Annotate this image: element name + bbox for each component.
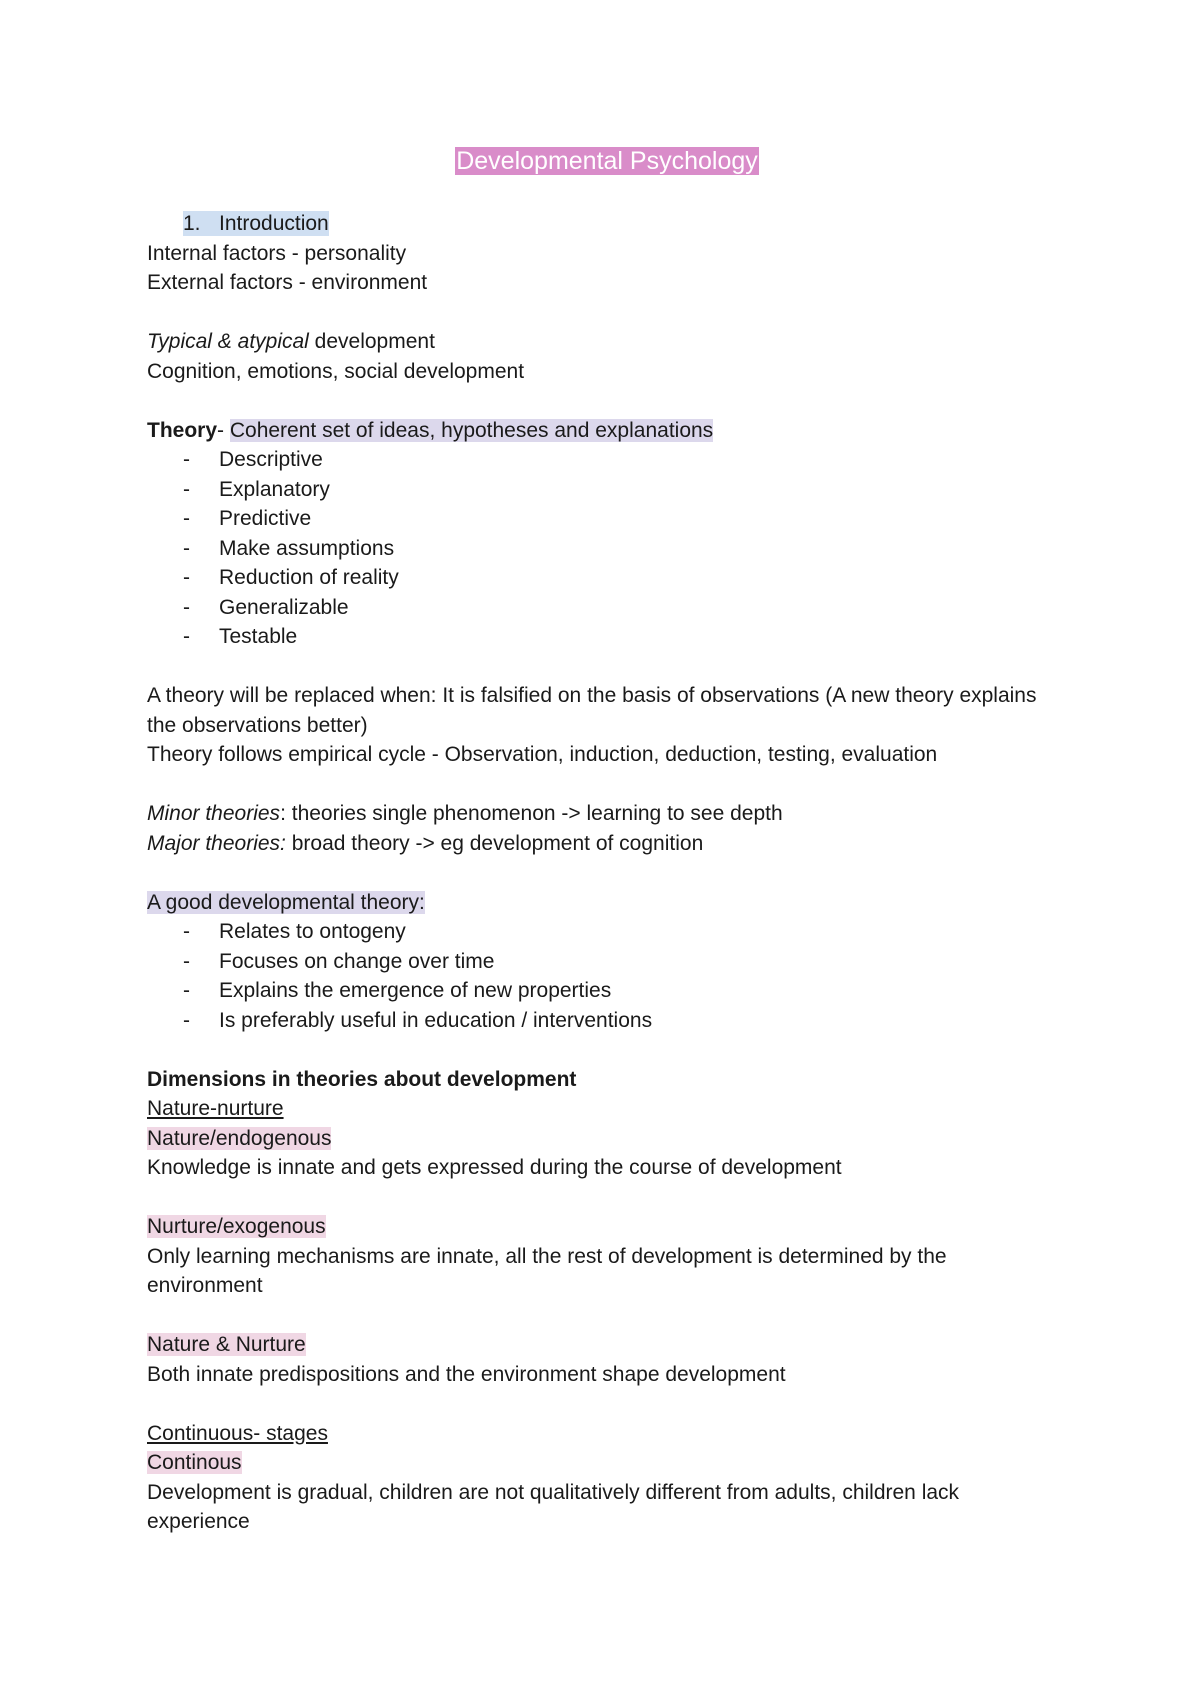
section-title: Introduction — [219, 212, 329, 235]
good-theory-heading-line — [147, 888, 1047, 918]
list-item: - Generalizable — [147, 593, 1047, 623]
theory-definition: Coherent set of ideas, hypotheses and explanations — [229, 418, 714, 442]
list-item: - Focuses on change over time — [147, 947, 1047, 977]
empirical-cycle-line: Theory follows empirical cycle - Observation, induction, deduction, testing, evaluation — [147, 743, 938, 766]
nature-nurture-subheading-line — [147, 1094, 1047, 1124]
section-heading-introduction — [147, 209, 1047, 239]
list-item: - Make assumptions — [147, 534, 1047, 564]
theory-properties-list — [147, 445, 1047, 652]
list-item: - Is preferably useful in education / interventions — [147, 1006, 1047, 1036]
minor-theories-line — [147, 799, 1047, 829]
list-item: - Testable — [147, 622, 1047, 652]
list-item: - Descriptive — [147, 445, 1047, 475]
list-item: - Relates to ontogeny — [147, 917, 1047, 947]
continuous-stages-subheading: Continuous- stages — [147, 1421, 328, 1445]
nurture-label-line — [147, 1212, 1047, 1242]
both-label: Nature & Nurture — [147, 1333, 306, 1356]
cognition-line: Cognition, emotions, social development — [147, 359, 525, 383]
list-item: - Explanatory — [147, 475, 1047, 505]
continuous-stages-subheading-line — [147, 1419, 1047, 1449]
typical-rest: development — [308, 330, 435, 353]
typical-italic: Typical & atypical — [147, 330, 309, 353]
page-title: Developmental Psychology — [456, 147, 758, 175]
nature-nurture-subheading: Nature-nurture — [147, 1097, 284, 1120]
theory-replaced-paragraph: A theory will be replaced when: It is falsified on the basis of observations (A new theory explains the observations better) — [147, 684, 1037, 737]
internal-factors-line: Internal factors - personality — [147, 241, 407, 265]
nurture-label: Nurture/exogenous — [147, 1215, 326, 1238]
continous-label: Continous — [147, 1451, 242, 1474]
nature-text: Knowledge is innate and gets expressed during the course of development — [147, 1156, 842, 1179]
list-item: - Explains the emergence of new properties — [147, 976, 1047, 1006]
theory-dash: - — [217, 418, 230, 442]
list-item: - Predictive — [147, 504, 1047, 534]
theory-definition-line — [147, 416, 1047, 446]
major-theories-line — [147, 829, 1047, 859]
continous-label-line — [147, 1448, 1047, 1478]
major-theories-label: Major theories: — [147, 831, 286, 855]
dimensions-heading: Dimensions in theories about development — [147, 1067, 577, 1091]
continous-text: Development is gradual, children are not qualitatively different from adults, children lack experience — [147, 1480, 960, 1533]
minor-theories-label: Minor theories — [147, 802, 281, 825]
typical-line — [147, 327, 1047, 357]
major-theories-text: broad theory -> eg development of cognition — [285, 831, 704, 855]
nature-label: Nature/endogenous — [147, 1126, 332, 1150]
external-factors-line: External factors - environment — [147, 271, 428, 294]
both-text: Both innate predispositions and the environment shape development — [147, 1362, 786, 1386]
section-number: 1. — [183, 212, 201, 235]
good-theory-heading: A good developmental theory: — [147, 890, 425, 914]
both-label-line — [147, 1330, 1047, 1360]
list-item: - Reduction of reality — [147, 563, 1047, 593]
minor-theories-text: : theories single phenomenon -> learning to see depth — [280, 802, 783, 825]
document-page — [147, 145, 1047, 1537]
theory-label: Theory — [147, 418, 218, 442]
nature-label-line — [147, 1124, 1047, 1154]
nurture-text: Only learning mechanisms are innate, all the rest of development is determined by the environment — [147, 1244, 947, 1297]
good-theory-list — [147, 917, 1047, 1035]
title-row — [157, 145, 1057, 179]
